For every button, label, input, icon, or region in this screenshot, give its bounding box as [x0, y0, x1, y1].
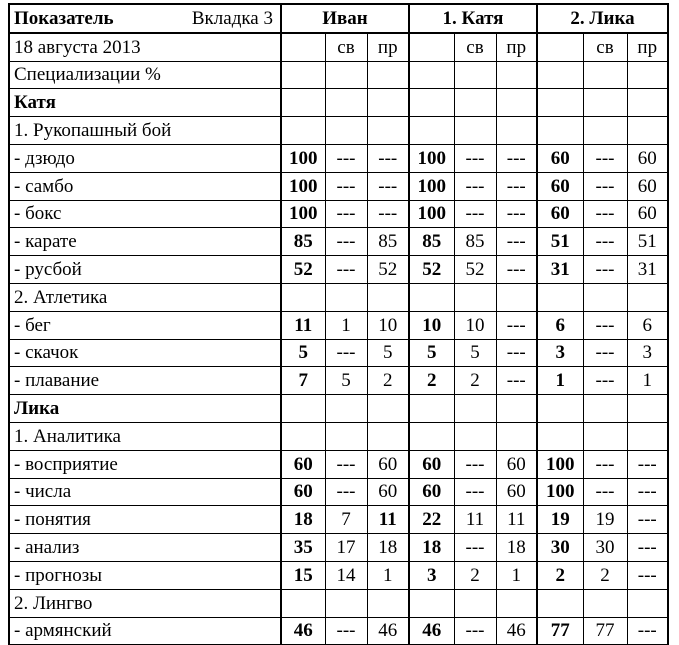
empty-cell [496, 395, 537, 423]
value-pr: --- [627, 506, 668, 534]
value-total: 35 [281, 534, 325, 562]
value-pr: 85 [367, 228, 409, 256]
value-sv: --- [325, 617, 367, 645]
data-table [8, 3, 669, 645]
value-sv: --- [583, 450, 627, 478]
value-total: 2 [409, 367, 454, 395]
empty-cell [281, 283, 325, 311]
value-total: 100 [537, 478, 583, 506]
empty-cell [627, 117, 668, 145]
empty-cell [367, 283, 409, 311]
value-sv: --- [583, 172, 627, 200]
section-label: Лика [9, 395, 281, 423]
value-sv: --- [454, 534, 496, 562]
value-sv: 10 [454, 311, 496, 339]
empty-cell [325, 61, 367, 89]
table-row [9, 61, 668, 89]
empty-cell [325, 89, 367, 117]
subheader-total [537, 33, 583, 61]
value-pr: --- [496, 228, 537, 256]
value-total: 3 [409, 561, 454, 589]
empty-cell [496, 61, 537, 89]
value-pr: 18 [496, 534, 537, 562]
table-row [9, 283, 668, 311]
empty-cell [537, 283, 583, 311]
empty-cell [496, 589, 537, 617]
value-pr: --- [496, 256, 537, 284]
value-pr: --- [496, 144, 537, 172]
value-total: 46 [409, 617, 454, 645]
value-total: 100 [409, 172, 454, 200]
value-sv: --- [325, 256, 367, 284]
value-total: 18 [281, 506, 325, 534]
group-label: 1. Рукопашный бой [9, 117, 281, 145]
empty-cell [537, 117, 583, 145]
row-label: - самбо [9, 172, 281, 200]
table-row [9, 311, 668, 339]
value-pr: 18 [367, 534, 409, 562]
value-sv: --- [583, 339, 627, 367]
empty-cell [409, 422, 454, 450]
empty-cell [409, 395, 454, 423]
value-total: 100 [281, 200, 325, 228]
table-row [9, 256, 668, 284]
value-sv: 19 [583, 506, 627, 534]
value-pr: 5 [367, 339, 409, 367]
value-sv: --- [454, 617, 496, 645]
row-label: - бег [9, 311, 281, 339]
value-pr: --- [367, 172, 409, 200]
value-pr: --- [627, 450, 668, 478]
indicator-header-cell [9, 4, 281, 33]
value-sv: 5 [454, 339, 496, 367]
value-total: 19 [537, 506, 583, 534]
value-pr: 60 [367, 450, 409, 478]
value-pr: 60 [367, 478, 409, 506]
value-total: 77 [537, 617, 583, 645]
value-pr: 31 [627, 256, 668, 284]
value-sv: --- [583, 144, 627, 172]
empty-cell [583, 89, 627, 117]
value-sv: --- [325, 144, 367, 172]
value-total: 100 [537, 450, 583, 478]
value-pr: 60 [496, 478, 537, 506]
value-pr: --- [627, 534, 668, 562]
empty-cell [454, 89, 496, 117]
empty-cell [325, 283, 367, 311]
table-row [9, 144, 668, 172]
person-header-katya: 1. Катя [409, 4, 537, 33]
value-pr: --- [496, 172, 537, 200]
person-header-ivan: Иван [281, 4, 409, 33]
empty-cell [454, 117, 496, 145]
empty-cell [583, 395, 627, 423]
value-pr: 11 [496, 506, 537, 534]
value-pr: 60 [496, 450, 537, 478]
value-sv: --- [583, 256, 627, 284]
group-label: 2. Лингво [9, 589, 281, 617]
value-total: 85 [409, 228, 454, 256]
value-total: 100 [409, 200, 454, 228]
empty-cell [537, 395, 583, 423]
row-label: - прогнозы [9, 561, 281, 589]
empty-cell [367, 89, 409, 117]
empty-cell [325, 422, 367, 450]
value-sv: --- [325, 450, 367, 478]
empty-cell [454, 422, 496, 450]
empty-cell [583, 422, 627, 450]
value-pr: 1 [496, 561, 537, 589]
value-sv: 77 [583, 617, 627, 645]
empty-cell [627, 61, 668, 89]
value-sv: 5 [325, 367, 367, 395]
value-pr: --- [496, 367, 537, 395]
value-total: 60 [409, 450, 454, 478]
value-total: 15 [281, 561, 325, 589]
empty-cell [454, 283, 496, 311]
row-label: - анализ [9, 534, 281, 562]
value-total: 52 [409, 256, 454, 284]
value-sv: 30 [583, 534, 627, 562]
empty-cell [367, 422, 409, 450]
table-row [9, 117, 668, 145]
value-sv: 1 [325, 311, 367, 339]
empty-cell [281, 395, 325, 423]
empty-cell [496, 89, 537, 117]
value-total: 52 [281, 256, 325, 284]
value-total: 60 [409, 478, 454, 506]
empty-cell [627, 589, 668, 617]
row-label: Специализации % [9, 61, 281, 89]
value-sv: --- [454, 200, 496, 228]
empty-cell [281, 89, 325, 117]
value-total: 5 [409, 339, 454, 367]
value-sv: 2 [583, 561, 627, 589]
value-sv: --- [454, 172, 496, 200]
value-total: 100 [409, 144, 454, 172]
empty-cell [325, 117, 367, 145]
value-sv: 14 [325, 561, 367, 589]
empty-cell [409, 589, 454, 617]
value-total: 31 [537, 256, 583, 284]
table-row [9, 589, 668, 617]
indicator-label: Показатель [14, 7, 114, 29]
value-pr: 51 [627, 228, 668, 256]
value-sv: --- [454, 478, 496, 506]
empty-cell [409, 89, 454, 117]
row-label: - числа [9, 478, 281, 506]
value-pr: --- [496, 339, 537, 367]
empty-cell [454, 395, 496, 423]
value-pr: --- [627, 617, 668, 645]
empty-cell [367, 61, 409, 89]
value-total: 6 [537, 311, 583, 339]
subheader-total [409, 33, 454, 61]
table-row [9, 506, 668, 534]
group-label: 2. Атлетика [9, 283, 281, 311]
value-pr: --- [367, 144, 409, 172]
value-pr: 1 [627, 367, 668, 395]
empty-cell [409, 283, 454, 311]
value-sv: 2 [454, 367, 496, 395]
empty-cell [627, 422, 668, 450]
value-total: 7 [281, 367, 325, 395]
empty-cell [325, 589, 367, 617]
value-sv: 2 [454, 561, 496, 589]
value-sv: --- [325, 478, 367, 506]
value-pr: --- [627, 478, 668, 506]
value-sv: --- [583, 367, 627, 395]
row-label: - карате [9, 228, 281, 256]
table-row [9, 228, 668, 256]
table-row [9, 422, 668, 450]
table-row [9, 200, 668, 228]
value-pr: --- [496, 200, 537, 228]
value-pr: 46 [496, 617, 537, 645]
value-total: 1 [537, 367, 583, 395]
empty-cell [627, 395, 668, 423]
value-sv: --- [454, 144, 496, 172]
value-total: 85 [281, 228, 325, 256]
empty-cell [627, 89, 668, 117]
empty-cell [409, 61, 454, 89]
value-sv: 11 [454, 506, 496, 534]
value-pr: --- [367, 200, 409, 228]
table-row [9, 617, 668, 645]
row-label: - армянский [9, 617, 281, 645]
value-pr: 3 [627, 339, 668, 367]
row-label: - плавание [9, 367, 281, 395]
empty-cell [583, 117, 627, 145]
date-cell: 18 августа 2013 [9, 33, 281, 61]
subheader-sv: св [454, 33, 496, 61]
table-row [9, 339, 668, 367]
subheader-pr: пр [496, 33, 537, 61]
empty-cell [496, 422, 537, 450]
value-sv: 85 [454, 228, 496, 256]
value-pr: 1 [367, 561, 409, 589]
value-pr: 46 [367, 617, 409, 645]
value-total: 60 [537, 200, 583, 228]
table-row [9, 534, 668, 562]
value-total: 100 [281, 144, 325, 172]
empty-cell [627, 283, 668, 311]
value-pr: 60 [627, 144, 668, 172]
empty-cell [537, 589, 583, 617]
empty-cell [537, 61, 583, 89]
value-sv: --- [325, 200, 367, 228]
empty-cell [537, 422, 583, 450]
subheader-sv: св [325, 33, 367, 61]
value-total: 60 [281, 450, 325, 478]
value-sv: 52 [454, 256, 496, 284]
value-total: 60 [537, 172, 583, 200]
empty-cell [496, 117, 537, 145]
empty-cell [409, 117, 454, 145]
table-row [9, 478, 668, 506]
empty-cell [496, 283, 537, 311]
value-pr: 6 [627, 311, 668, 339]
subheader-total [281, 33, 325, 61]
empty-cell [537, 89, 583, 117]
row-label: - бокс [9, 200, 281, 228]
table-row [9, 172, 668, 200]
value-total: 100 [281, 172, 325, 200]
table-row [9, 561, 668, 589]
value-total: 18 [409, 534, 454, 562]
value-total: 46 [281, 617, 325, 645]
subheader-row [9, 33, 668, 61]
section-label: Катя [9, 89, 281, 117]
subheader-sv: св [583, 33, 627, 61]
value-sv: 7 [325, 506, 367, 534]
value-total: 10 [409, 311, 454, 339]
value-pr: 2 [367, 367, 409, 395]
value-pr: 52 [367, 256, 409, 284]
empty-cell [583, 589, 627, 617]
value-total: 22 [409, 506, 454, 534]
value-pr: 10 [367, 311, 409, 339]
value-sv: --- [583, 311, 627, 339]
value-sv: --- [583, 200, 627, 228]
value-total: 51 [537, 228, 583, 256]
value-total: 60 [281, 478, 325, 506]
empty-cell [583, 61, 627, 89]
value-total: 11 [281, 311, 325, 339]
empty-cell [367, 395, 409, 423]
table-row [9, 450, 668, 478]
table-row [9, 395, 668, 423]
value-total: 60 [537, 144, 583, 172]
empty-cell [281, 589, 325, 617]
empty-cell [281, 422, 325, 450]
person-header-lika: 2. Лика [537, 4, 668, 33]
empty-cell [325, 395, 367, 423]
value-total: 5 [281, 339, 325, 367]
empty-cell [454, 61, 496, 89]
value-total: 3 [537, 339, 583, 367]
row-label: - русбой [9, 256, 281, 284]
value-sv: --- [325, 228, 367, 256]
empty-cell [367, 117, 409, 145]
row-label: - дзюдо [9, 144, 281, 172]
value-pr: --- [496, 311, 537, 339]
header-row [9, 4, 668, 33]
empty-cell [281, 61, 325, 89]
empty-cell [583, 283, 627, 311]
table-row [9, 367, 668, 395]
value-total: 30 [537, 534, 583, 562]
value-sv: 17 [325, 534, 367, 562]
row-label: - понятия [9, 506, 281, 534]
value-pr: 11 [367, 506, 409, 534]
value-pr: --- [627, 561, 668, 589]
subheader-pr: пр [627, 33, 668, 61]
empty-cell [454, 589, 496, 617]
value-sv: --- [583, 228, 627, 256]
group-label: 1. Аналитика [9, 422, 281, 450]
value-total: 2 [537, 561, 583, 589]
empty-cell [281, 117, 325, 145]
value-pr: 60 [627, 172, 668, 200]
table-row [9, 89, 668, 117]
value-sv: --- [583, 478, 627, 506]
row-label: - восприятие [9, 450, 281, 478]
empty-cell [367, 589, 409, 617]
value-sv: --- [454, 450, 496, 478]
value-sv: --- [325, 172, 367, 200]
subheader-pr: пр [367, 33, 409, 61]
value-pr: 60 [627, 200, 668, 228]
value-sv: --- [325, 339, 367, 367]
row-label: - скачок [9, 339, 281, 367]
tab-label: Вкладка 3 [191, 7, 273, 29]
